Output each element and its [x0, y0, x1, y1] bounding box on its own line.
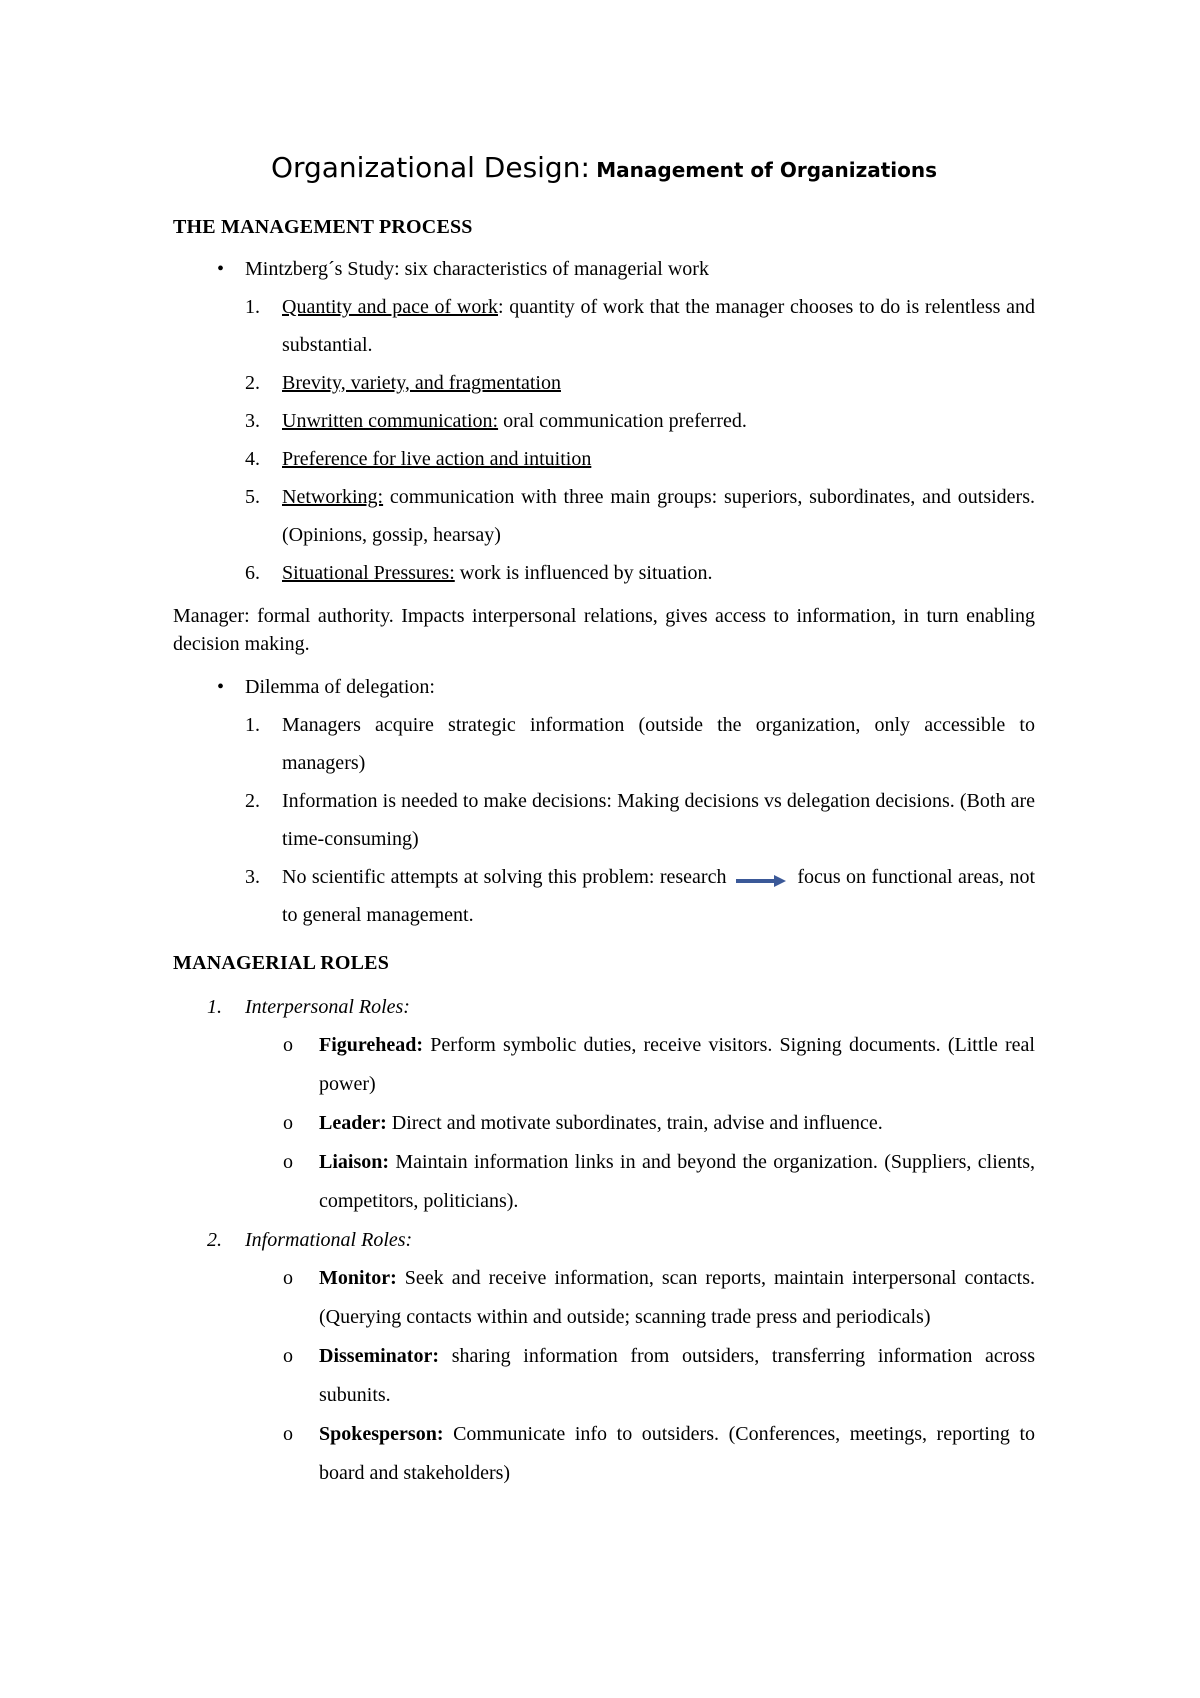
bullet-delegation — [173, 670, 1035, 704]
item-text: Managers acquire strategic information (outside the organization, only accessible to managers) — [282, 714, 1035, 774]
list-item — [173, 288, 1035, 364]
title-subtitle: Management of Organizations — [596, 158, 938, 182]
role-label: Liaison: — [319, 1151, 390, 1173]
section-heading-managerial-roles: MANAGERIAL ROLES — [173, 952, 390, 974]
manager-paragraph: Manager: formal authority. Impacts interpersonal relations, gives access to information, in turn enabling decision making. — [173, 605, 1035, 655]
item-number: 4. — [245, 448, 260, 470]
list-item — [173, 1026, 1035, 1104]
role-label: Disseminator: — [319, 1345, 439, 1367]
delegation-list — [173, 706, 1035, 934]
bullet-icon: • — [217, 676, 225, 698]
role-label: Leader: — [319, 1112, 387, 1134]
item-number: 1. — [245, 714, 260, 736]
list-item — [173, 1104, 1035, 1143]
list-item — [173, 782, 1035, 858]
role-number: 1. — [207, 996, 222, 1018]
role-label: Monitor: — [319, 1267, 397, 1289]
item-text: No scientific attempts at solving this problem: research — [282, 866, 727, 888]
document-body — [173, 148, 1035, 1493]
informational-sublist — [245, 1259, 1035, 1493]
circle-bullet-icon: o — [283, 1151, 293, 1173]
circle-bullet-icon: o — [283, 1034, 293, 1056]
role-description: Communicate info to outsiders. (Conferences, meetings, reporting to board and stakeholders) — [319, 1423, 1035, 1484]
bullet-text: Mintzberg´s Study: six characteristics of managerial work — [245, 258, 709, 280]
role-number: 2. — [207, 1229, 222, 1251]
role-group-interpersonal — [173, 988, 1035, 1221]
list-item — [173, 440, 1035, 478]
roles-list — [173, 988, 1035, 1493]
item-term: Situational Pressures: — [282, 562, 455, 584]
item-number: 2. — [245, 372, 260, 394]
role-description: Direct and motivate subordinates, train, advise and influence. — [386, 1112, 883, 1134]
role-group-informational — [173, 1221, 1035, 1493]
list-item — [173, 478, 1035, 554]
item-term: Unwritten communication: — [282, 410, 499, 432]
circle-bullet-icon: o — [283, 1345, 293, 1367]
item-description: communication with three main groups: superiors, subordinates, and outsiders. (Opinions, gossip, hearsay) — [282, 486, 1035, 546]
role-title: Informational Roles: — [245, 1229, 413, 1251]
title-main: Organizational Design: — [270, 151, 590, 184]
right-arrow-icon — [734, 871, 790, 891]
role-description: Perform symbolic duties, receive visitors. Signing documents. (Little real power) — [319, 1034, 1035, 1095]
item-term: Preference for live action and intuition — [282, 448, 592, 470]
role-label: Figurehead: — [319, 1034, 424, 1056]
circle-bullet-icon: o — [283, 1112, 293, 1134]
list-item — [173, 706, 1035, 782]
list-item — [173, 1143, 1035, 1221]
item-term: Networking: — [282, 486, 384, 508]
list-item — [173, 1259, 1035, 1337]
item-term: Quantity and pace of work — [282, 296, 499, 318]
list-item — [173, 364, 1035, 402]
role-description: sharing information from outsiders, transferring information across subunits. — [319, 1345, 1035, 1406]
item-number: 2. — [245, 790, 260, 812]
item-term: Brevity, variety, and fragmentation — [282, 372, 561, 394]
item-description: : quantity of work that the manager chooses to do is relentless and substantial. — [282, 296, 1036, 356]
list-item — [173, 402, 1035, 440]
bullet-mintzberg — [173, 252, 1035, 286]
circle-bullet-icon: o — [283, 1423, 293, 1445]
list-item — [173, 1337, 1035, 1415]
item-number: 5. — [245, 486, 260, 508]
item-description: oral communication preferred. — [498, 410, 747, 432]
item-number: 6. — [245, 562, 260, 584]
interpersonal-sublist — [245, 1026, 1035, 1221]
section-heading-management-process: THE MANAGEMENT PROCESS — [173, 216, 473, 238]
list-item — [173, 554, 1035, 592]
spacer — [173, 934, 1035, 948]
circle-bullet-icon: o — [283, 1267, 293, 1289]
item-number: 3. — [245, 866, 260, 888]
characteristics-list — [173, 288, 1035, 592]
item-text-continued: focus on functional areas, not to general management. — [282, 866, 1036, 926]
role-description: Maintain information links in and beyond the organization. (Suppliers, clients, competitors, politicians). — [319, 1151, 1035, 1212]
item-number: 3. — [245, 410, 260, 432]
list-item — [173, 858, 1035, 934]
list-item — [173, 1415, 1035, 1493]
item-text: Information is needed to make decisions: Making decisions vs delegation decisions. (Both are time-consuming) — [282, 790, 1035, 850]
document-title — [173, 148, 1035, 190]
bullet-text: Dilemma of delegation: — [245, 676, 435, 698]
role-description: Seek and receive information, scan reports, maintain interpersonal contacts. (Querying contacts within and outside; scanning trade press and periodicals) — [319, 1267, 1035, 1328]
item-number: 1. — [245, 296, 260, 318]
bullet-icon: • — [217, 258, 225, 280]
role-title: Interpersonal Roles: — [245, 996, 410, 1018]
role-label: Spokesperson: — [319, 1423, 444, 1445]
item-description: work is influenced by situation. — [454, 562, 713, 584]
